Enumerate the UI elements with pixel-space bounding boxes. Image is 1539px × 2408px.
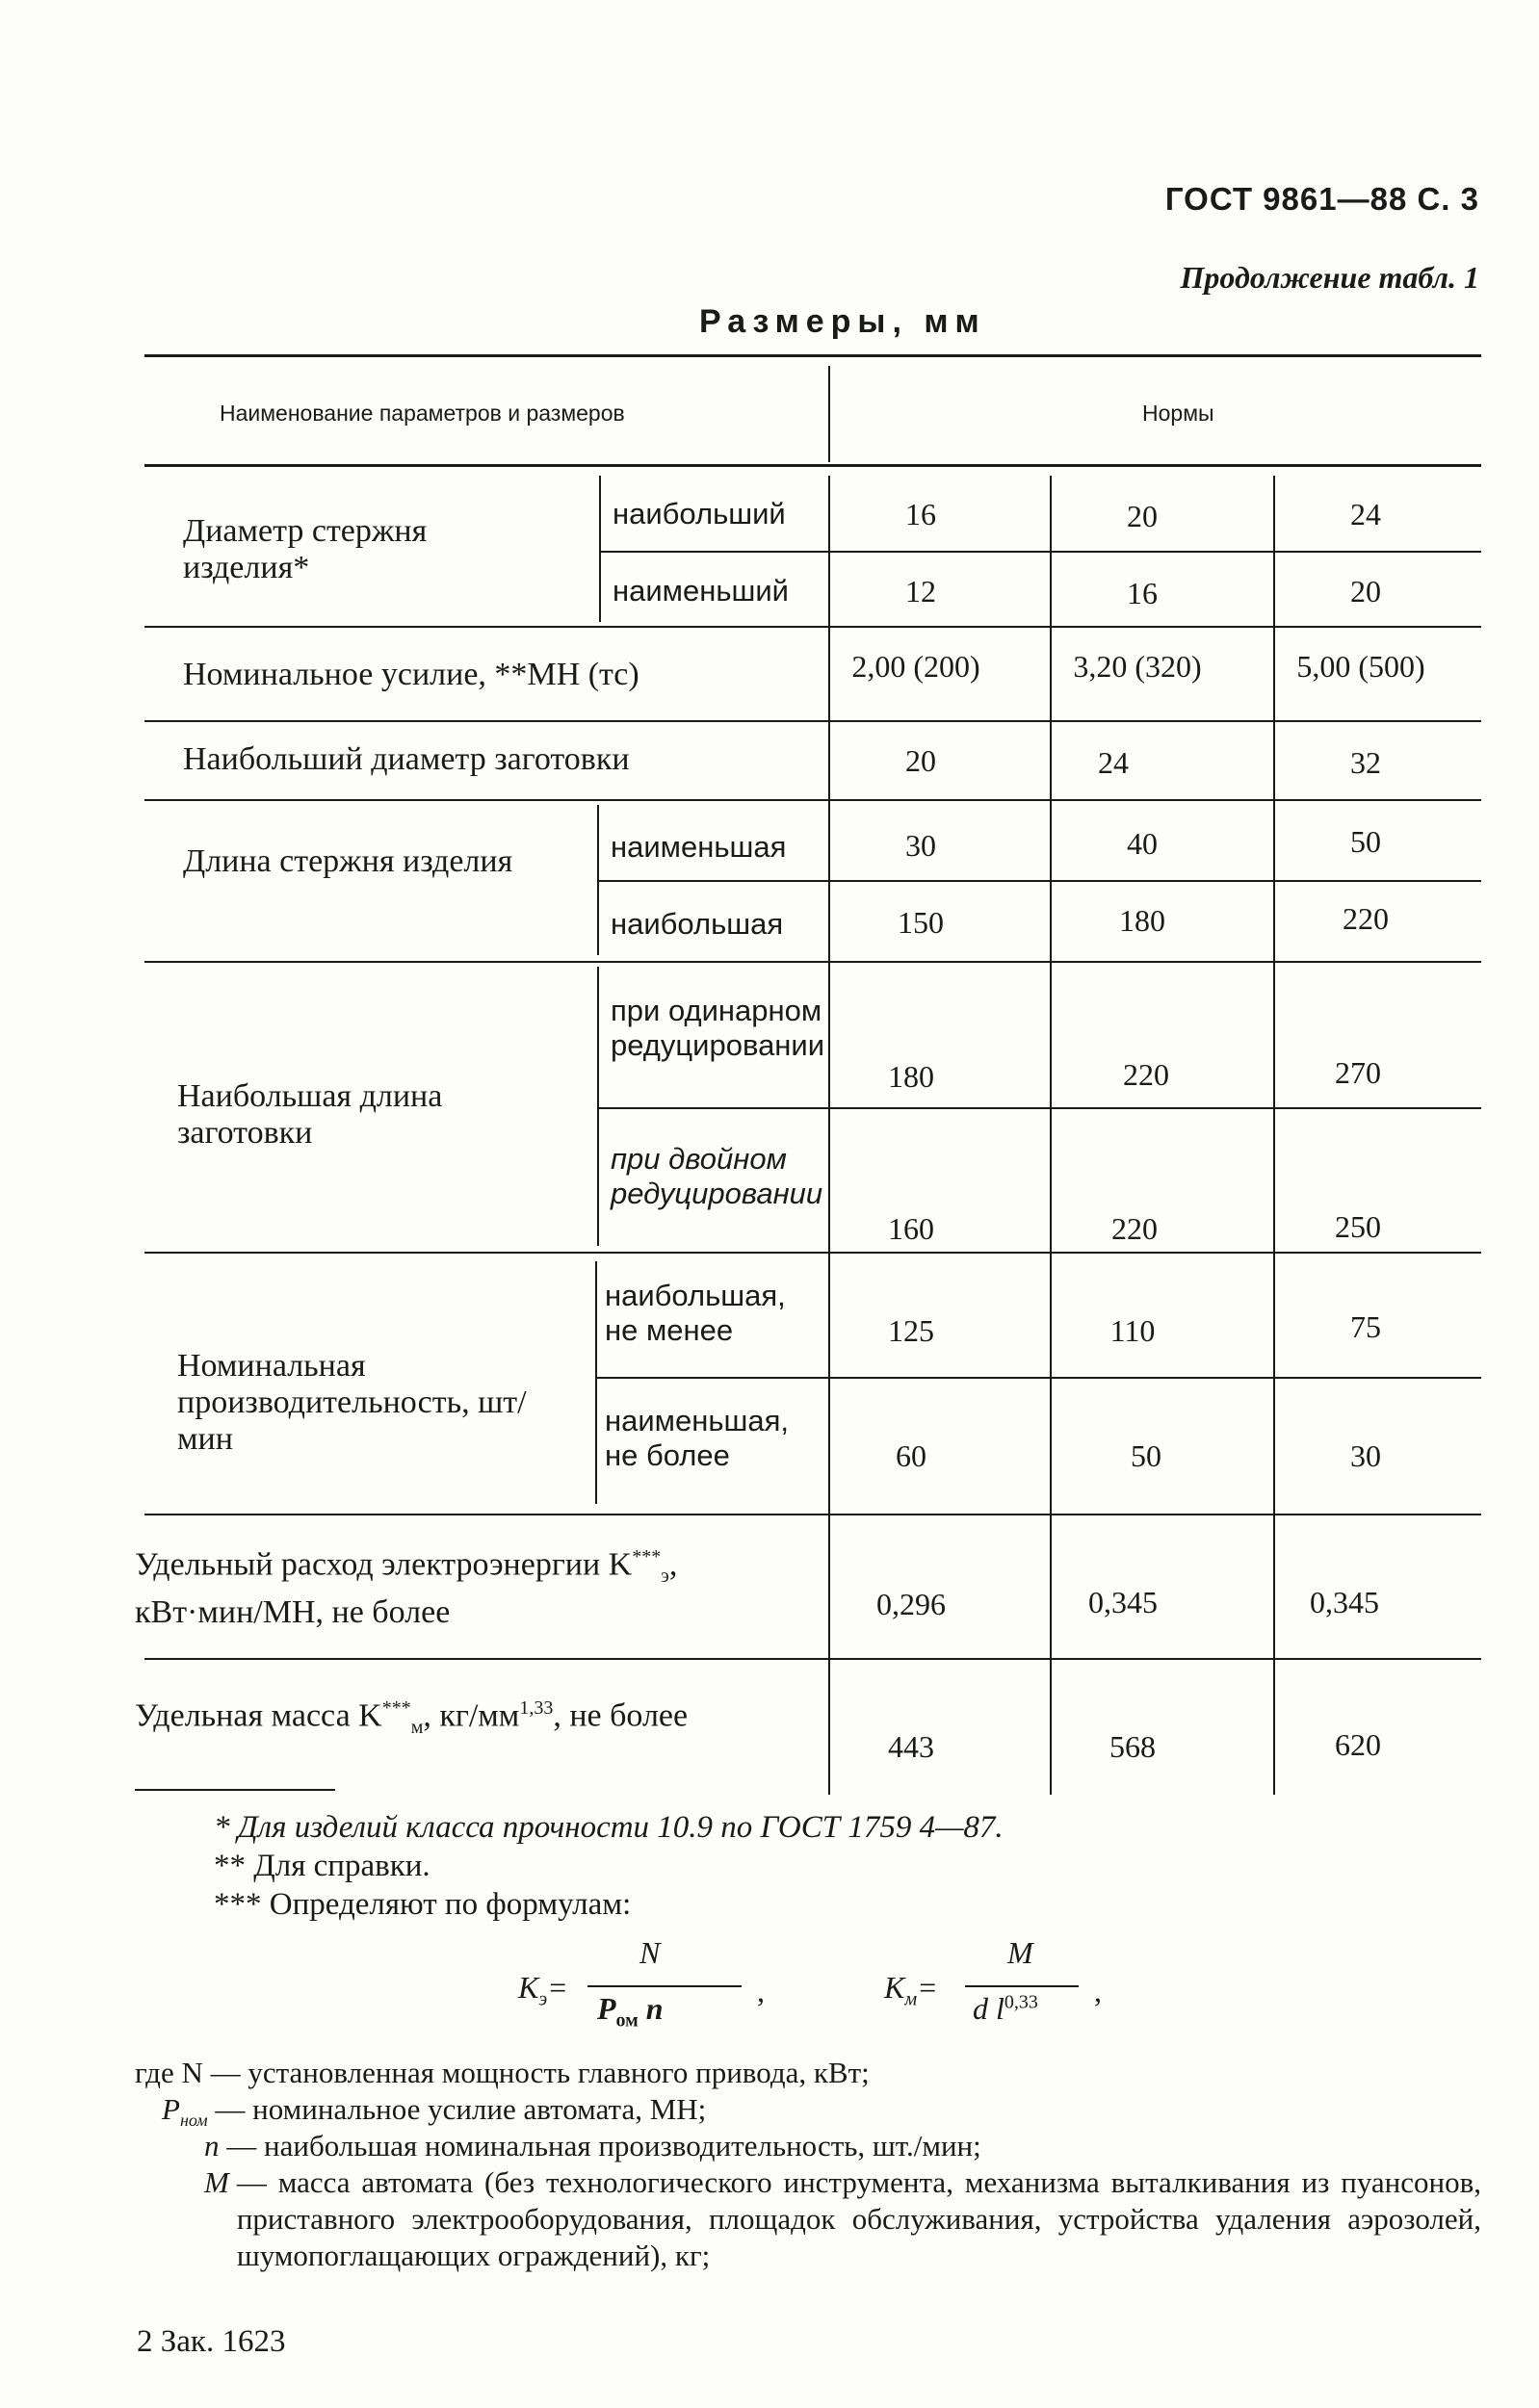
value: 180 [888, 1059, 934, 1094]
value: 30 [1350, 1438, 1381, 1473]
def-sym: n [204, 2129, 220, 2162]
value: 180 [1119, 903, 1165, 938]
value: 150 [898, 905, 944, 940]
def-sym: M [204, 2165, 229, 2199]
table-title: Размеры, мм [699, 303, 986, 340]
def-text: — установленная мощность главного привода, кВт; [210, 2056, 870, 2089]
sub-divider-4 [595, 1261, 597, 1504]
ke-numerator: N [639, 1935, 661, 1970]
value: 30 [905, 828, 936, 863]
page-footer: 2 Зак. 1623 [137, 2324, 286, 2359]
value: 220 [1111, 1211, 1158, 1246]
ke-comma: , [757, 1974, 765, 2008]
subrow-separator [597, 1107, 1481, 1109]
footnote-rule [135, 1789, 335, 1791]
footnote-2: ** Для справки. [214, 1849, 430, 1883]
ke-denominator: $P_{ом}$ n [597, 1991, 664, 2032]
formula-km [884, 1935, 1154, 2041]
def-sym: $P_{ном}$ [162, 2092, 208, 2131]
value: 20 [905, 743, 936, 778]
km-denominator: d $l^{0,33}$ [973, 1991, 1038, 2026]
column-header-norms: Нормы [1142, 401, 1214, 426]
sublabel-largest: наибольший [613, 497, 786, 531]
km-lhs: $K_м=$ [884, 1970, 938, 2010]
value: 50 [1131, 1438, 1161, 1473]
row-label-rod-diameter: Диаметр стержня изделия* [183, 513, 428, 585]
def-text: — номинальное усилие автомата, МН; [215, 2092, 707, 2126]
subrow-separator [595, 1377, 1481, 1379]
value: 443 [888, 1729, 934, 1764]
energy-sub: э [661, 1566, 669, 1588]
value: 220 [1343, 901, 1389, 936]
sublabel-smallest: наименьшая [611, 830, 787, 864]
value: 20 [1127, 499, 1158, 533]
value: 5,00 (500) [1296, 649, 1425, 684]
ke-lhs: $K_э=$ [518, 1970, 568, 2010]
footnote-1: * Для изделий класса прочности 10.9 по ГОСТ 1759 4—87. [214, 1810, 1004, 1845]
energy-unit: , кВт·мин/МН, не более [135, 1546, 678, 1631]
km-fraction-bar [965, 1985, 1079, 1987]
value: 0,296 [876, 1587, 946, 1621]
value: 32 [1350, 745, 1381, 780]
row-separator [144, 799, 1481, 801]
energy-sup: *** [632, 1546, 662, 1567]
value: 2,00 (200) [851, 649, 980, 684]
sublabel-single-reduction: при одинарном редуцировании [611, 994, 825, 1062]
row-label-specific-energy [135, 1539, 809, 1631]
value: 110 [1109, 1313, 1156, 1348]
sublabel-largest: наибольшая [611, 907, 784, 941]
sublabel-min-not-more: наименьшая, не более [605, 1404, 790, 1472]
value: 270 [1335, 1055, 1381, 1090]
definition-n [135, 2055, 1483, 2091]
mass-label: Удельная масса K [135, 1697, 382, 1734]
value: 60 [896, 1438, 926, 1473]
value: 3,20 (320) [1073, 649, 1202, 684]
value: 620 [1335, 1727, 1381, 1762]
value: 24 [1350, 497, 1381, 531]
subrow-separator [597, 880, 1481, 882]
value: 24 [1098, 745, 1129, 780]
mass-sup: *** [381, 1697, 411, 1719]
row-label-nominal-productivity: Номинальная производительность, шт/мин [177, 1348, 527, 1457]
column-header-params: Наименование параметров и размеров [220, 401, 625, 426]
value: 568 [1109, 1729, 1156, 1764]
row-separator [144, 1658, 1481, 1660]
ke-fraction-bar [587, 1985, 742, 1987]
def-sym: где N [135, 2056, 203, 2089]
def-text: — наибольшая номинальная производительность, шт./мин; [226, 2129, 981, 2162]
value: 50 [1350, 824, 1381, 859]
value: 16 [905, 497, 936, 531]
value: 0,345 [1310, 1585, 1379, 1619]
row-label-specific-mass [135, 1685, 809, 1750]
row-label-nominal-force: Номинальное усилие, **МН (тс) [183, 657, 639, 692]
sublabel-max-not-less: наибольшая, не менее [605, 1279, 786, 1347]
row-separator [144, 1514, 1481, 1515]
formula-ke [518, 1935, 769, 2041]
row-label-rod-length: Длина стержня изделия [183, 843, 513, 879]
mass-sub: м [410, 1717, 424, 1739]
header-bottom-border [144, 464, 1481, 467]
value: 160 [888, 1211, 934, 1246]
value: 250 [1335, 1209, 1381, 1244]
def-text: — масса автомата (без технологического инструмента, механизма выталкивания из пуансонов, приставного электрооборудования, площадок обслуживания, устройства удаления аэрозолей, шумопоглащающих ограждений), кг; [236, 2165, 1481, 2272]
definition-m [204, 2164, 1481, 2274]
row-label-max-blank-diameter: Наибольший диаметр заготовки [183, 741, 630, 777]
value: 12 [905, 574, 936, 608]
table-top-border [144, 354, 1481, 357]
row-separator [144, 720, 1481, 722]
sublabel-double-reduction: при двойном редуцировании [611, 1142, 823, 1210]
mass-exp: 1,33 [519, 1697, 554, 1719]
row-separator [144, 961, 1481, 963]
energy-label: Удельный расход электроэнергии K [135, 1546, 633, 1583]
footnote-3: *** Определяют по формулам: [214, 1887, 632, 1922]
sublabel-smallest: наименьший [613, 574, 790, 608]
value: 40 [1127, 826, 1158, 861]
mass-unit: , кг/мм [423, 1697, 520, 1734]
km-comma: , [1094, 1974, 1102, 2008]
value: 16 [1127, 576, 1158, 610]
sub-divider-3 [597, 967, 599, 1246]
value: 0,345 [1088, 1585, 1158, 1619]
row-separator [144, 626, 1481, 628]
value: 75 [1350, 1309, 1381, 1344]
value: 20 [1350, 574, 1381, 608]
mass-tail: , не более [553, 1697, 689, 1734]
definition-n-small [204, 2128, 1475, 2164]
row-label-max-blank-length: Наибольшая длина заготовки [177, 1078, 443, 1151]
document-header: ГОСТ 9861—88 С. 3 [1164, 181, 1479, 217]
continuation-label: Продолжение табл. 1 [1180, 260, 1479, 295]
sub-divider-1 [599, 476, 601, 622]
value: 125 [888, 1313, 934, 1348]
value: 220 [1123, 1057, 1169, 1092]
subrow-separator [599, 551, 1481, 553]
row-separator [144, 1252, 1481, 1254]
km-numerator: M [1007, 1935, 1033, 1970]
header-divider [828, 366, 830, 462]
